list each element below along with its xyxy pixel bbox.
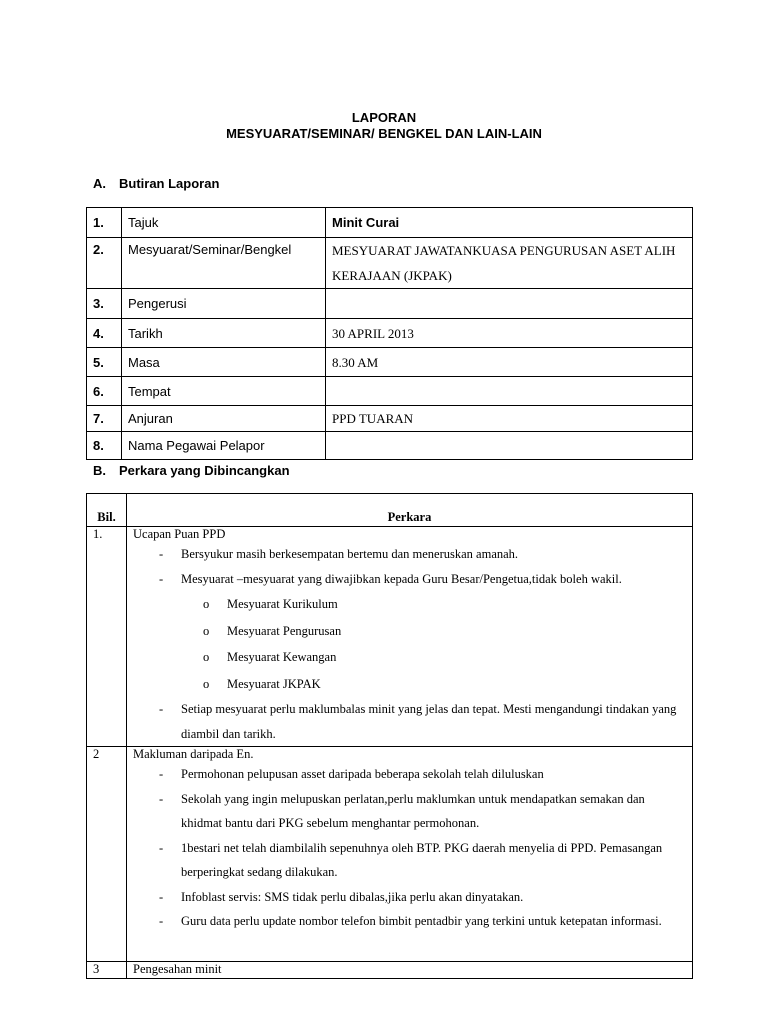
dash-marker: - xyxy=(159,914,164,928)
list-item: o Mesyuarat Pengurusan xyxy=(133,618,686,645)
table-row xyxy=(87,406,693,432)
row-label: Tempat xyxy=(122,377,326,406)
item-number: 2 xyxy=(87,747,127,962)
list-item: - Infoblast servis: SMS tidak perlu dibalas,jika perlu akan dinyatakan. xyxy=(133,885,686,910)
column-header-bil: Bil. xyxy=(87,494,127,527)
list-item: o Mesyuarat Kurikulum xyxy=(133,591,686,618)
row-number: 7. xyxy=(87,406,122,432)
table-row xyxy=(87,747,693,962)
list-item: o Mesyuarat Kewangan xyxy=(133,644,686,671)
row-value: MESYUARAT JAWATANKUASA PENGURUSAN ASET ALIH KERAJAAN (JKPAK) xyxy=(326,238,693,289)
row-value: 8.30 AM xyxy=(326,348,693,377)
row-number: 3. xyxy=(87,289,122,319)
row-number: 6. xyxy=(87,377,122,406)
table-row xyxy=(87,348,693,377)
section-a-heading xyxy=(93,176,219,191)
table-row xyxy=(87,238,693,289)
section-b-letter: B. xyxy=(93,463,106,478)
item-title: Makluman daripada En. xyxy=(133,747,254,761)
row-value xyxy=(326,289,693,319)
item-number: 1. xyxy=(87,527,127,747)
dash-marker: - xyxy=(159,767,164,781)
item-number: 3 xyxy=(87,962,127,979)
table-header-row xyxy=(87,494,693,527)
list-item: - Setiap mesyuarat perlu maklumbalas minit yang jelas dan tepat. Mesti mengandungi tindakan yang diambil dan tarikh. xyxy=(133,697,686,746)
list-item: - Guru data perlu update nombor telefon bimbit pentadbir yang terkini untuk ketepatan informasi. xyxy=(133,909,686,934)
dash-marker: - xyxy=(159,571,164,586)
row-label: Nama Pegawai Pelapor xyxy=(122,432,326,460)
circle-bullet-icon: o xyxy=(203,597,210,611)
row-value: Minit Curai xyxy=(326,208,693,238)
list-item: - 1bestari net telah diambilalih sepenuhnya oleh BTP. PKG daerah menyelia di PPD. Pemasangan berperingkat sedang dilakukan. xyxy=(133,836,686,885)
perkara-table xyxy=(86,493,693,979)
row-value: 30 APRIL 2013 xyxy=(326,319,693,348)
row-number: 1. xyxy=(87,208,122,238)
row-value: PPD TUARAN xyxy=(326,406,693,432)
list-item: o Mesyuarat JKPAK xyxy=(133,671,686,698)
section-b-heading xyxy=(93,463,290,478)
row-label: Mesyuarat/Seminar/Bengkel xyxy=(122,238,326,289)
row-label: Masa xyxy=(122,348,326,377)
list-item: - Permohonan pelupusan asset daripada beberapa sekolah telah diluluskan xyxy=(133,762,686,787)
table-row xyxy=(87,208,693,238)
bullet-list xyxy=(133,762,686,934)
circle-bullet-icon: o xyxy=(203,650,210,664)
section-b-title: Perkara yang Dibincangkan xyxy=(119,463,290,478)
dash-marker: - xyxy=(159,889,164,904)
table-row xyxy=(87,319,693,348)
bullet-list xyxy=(133,542,686,591)
dash-marker: - xyxy=(159,702,164,716)
table-row xyxy=(87,432,693,460)
row-label: Pengerusi xyxy=(122,289,326,319)
sub-bullet-list xyxy=(133,591,686,697)
row-number: 4. xyxy=(87,319,122,348)
row-value xyxy=(326,432,693,460)
section-a-letter: A. xyxy=(93,176,106,191)
table-row xyxy=(87,962,693,979)
row-label: Tarikh xyxy=(122,319,326,348)
row-value xyxy=(326,377,693,406)
table-row xyxy=(87,377,693,406)
list-item: - Sekolah yang ingin melupuskan perlatan,perlu maklumkan untuk mendapatkan semakan dan khidmat bantu dari PKG sebelum menghantar permohonan. xyxy=(133,787,686,836)
table-row xyxy=(87,527,693,747)
row-number: 5. xyxy=(87,348,122,377)
item-title: Ucapan Puan PPD xyxy=(133,527,226,541)
report-subtitle: MESYUARAT/SEMINAR/ BENGKEL DAN LAIN-LAIN xyxy=(226,126,542,141)
item-title: Pengesahan minit xyxy=(127,962,693,979)
dash-marker: - xyxy=(159,791,164,806)
butiran-table xyxy=(86,207,693,460)
row-number: 8. xyxy=(87,432,122,460)
table-row xyxy=(87,289,693,319)
list-item: - Bersyukur masih berkesempatan bertemu dan meneruskan amanah. xyxy=(133,542,686,567)
circle-bullet-icon: o xyxy=(203,676,210,691)
list-item: - Mesyuarat –mesyuarat yang diwajibkan kepada Guru Besar/Pengetua,tidak boleh wakil. xyxy=(133,567,686,592)
circle-bullet-icon: o xyxy=(203,623,210,638)
row-number: 2. xyxy=(87,238,122,289)
row-label: Anjuran xyxy=(122,406,326,432)
dash-marker: - xyxy=(159,840,164,855)
report-title: LAPORAN xyxy=(351,110,417,125)
bullet-list xyxy=(133,697,686,746)
section-a-title: Butiran Laporan xyxy=(119,176,220,191)
dash-marker: - xyxy=(159,547,164,561)
row-label: Tajuk xyxy=(122,208,326,238)
column-header-perkara: Perkara xyxy=(127,494,693,527)
